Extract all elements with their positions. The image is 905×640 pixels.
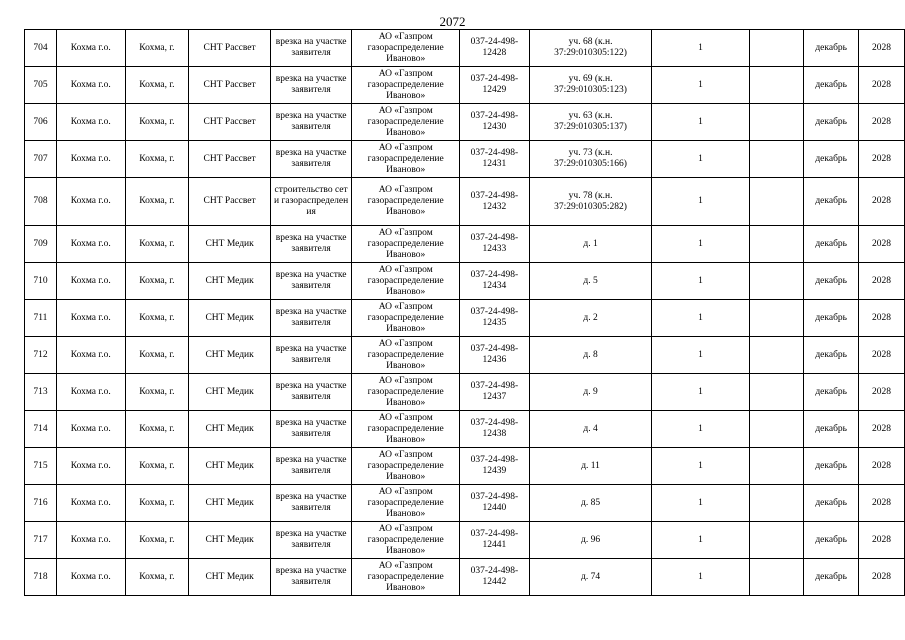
work-type-cell: врезка на участке заявителя xyxy=(270,522,351,559)
organization-cell: АО «Газпром газораспределение Иваново» xyxy=(352,263,460,300)
object-address-cell: д. 4 xyxy=(529,411,652,448)
month-cell: декабрь xyxy=(804,522,859,559)
request-number-cell: 037-24-498-12440 xyxy=(460,485,530,522)
quantity-cell: 1 xyxy=(652,141,749,178)
quantity-cell: 1 xyxy=(652,104,749,141)
city-cell: Кохма, г. xyxy=(125,559,189,596)
object-address-cell: д. 11 xyxy=(529,448,652,485)
request-number-cell: 037-24-498-12430 xyxy=(460,104,530,141)
month-cell: декабрь xyxy=(804,67,859,104)
table-row xyxy=(25,374,905,411)
row-number-cell: 714 xyxy=(25,411,57,448)
object-address-cell: уч. 68 (к.н. 37:29:010305:122) xyxy=(529,30,652,67)
work-type-cell: врезка на участке заявителя xyxy=(270,141,351,178)
year-cell: 2028 xyxy=(859,104,905,141)
year-cell: 2028 xyxy=(859,67,905,104)
quantity-cell: 1 xyxy=(652,559,749,596)
table-row xyxy=(25,226,905,263)
request-number-cell: 037-24-498-12432 xyxy=(460,178,530,226)
city-cell: Кохма, г. xyxy=(125,300,189,337)
organization-cell: АО «Газпром газораспределение Иваново» xyxy=(352,448,460,485)
object-address-cell: д. 74 xyxy=(529,559,652,596)
object-address-cell: д. 85 xyxy=(529,485,652,522)
month-cell: декабрь xyxy=(804,337,859,374)
blank-cell xyxy=(749,141,804,178)
object-address-cell: уч. 69 (к.н. 37:29:010305:123) xyxy=(529,67,652,104)
table-row xyxy=(25,485,905,522)
organization-cell: АО «Газпром газораспределение Иваново» xyxy=(352,374,460,411)
table-row xyxy=(25,522,905,559)
organization-cell: АО «Газпром газораспределение Иваново» xyxy=(352,411,460,448)
city-cell: Кохма, г. xyxy=(125,67,189,104)
row-number-cell: 716 xyxy=(25,485,57,522)
year-cell: 2028 xyxy=(859,448,905,485)
organization-cell: АО «Газпром газораспределение Иваново» xyxy=(352,300,460,337)
row-number-cell: 704 xyxy=(25,30,57,67)
district-cell: Кохма г.о. xyxy=(56,263,125,300)
district-cell: Кохма г.о. xyxy=(56,559,125,596)
row-number-cell: 715 xyxy=(25,448,57,485)
row-number-cell: 708 xyxy=(25,178,57,226)
district-cell: Кохма г.о. xyxy=(56,104,125,141)
settlement-cell: СНТ Рассвет xyxy=(189,141,271,178)
city-cell: Кохма, г. xyxy=(125,448,189,485)
settlement-cell: СНТ Рассвет xyxy=(189,67,271,104)
month-cell: декабрь xyxy=(804,559,859,596)
blank-cell xyxy=(749,374,804,411)
month-cell: декабрь xyxy=(804,300,859,337)
table-row xyxy=(25,141,905,178)
year-cell: 2028 xyxy=(859,337,905,374)
work-type-cell: врезка на участке заявителя xyxy=(270,448,351,485)
month-cell: декабрь xyxy=(804,104,859,141)
city-cell: Кохма, г. xyxy=(125,411,189,448)
organization-cell: АО «Газпром газораспределение Иваново» xyxy=(352,178,460,226)
year-cell: 2028 xyxy=(859,141,905,178)
object-address-cell: уч. 78 (к.н. 37:29:010305:282) xyxy=(529,178,652,226)
work-type-cell: врезка на участке заявителя xyxy=(270,337,351,374)
page-number: 2072 xyxy=(439,14,466,29)
district-cell: Кохма г.о. xyxy=(56,178,125,226)
request-number-cell: 037-24-498-12431 xyxy=(460,141,530,178)
city-cell: Кохма, г. xyxy=(125,30,189,67)
settlement-cell: СНТ Медик xyxy=(189,522,271,559)
request-number-cell: 037-24-498-12442 xyxy=(460,559,530,596)
organization-cell: АО «Газпром газораспределение Иваново» xyxy=(352,522,460,559)
row-number-cell: 713 xyxy=(25,374,57,411)
settlement-cell: СНТ Медик xyxy=(189,263,271,300)
district-cell: Кохма г.о. xyxy=(56,374,125,411)
request-number-cell: 037-24-498-12434 xyxy=(460,263,530,300)
district-cell: Кохма г.о. xyxy=(56,30,125,67)
request-number-cell: 037-24-498-12437 xyxy=(460,374,530,411)
organization-cell: АО «Газпром газораспределение Иваново» xyxy=(352,67,460,104)
year-cell: 2028 xyxy=(859,300,905,337)
row-number-cell: 711 xyxy=(25,300,57,337)
blank-cell xyxy=(749,178,804,226)
settlement-cell: СНТ Медик xyxy=(189,300,271,337)
object-address-cell: д. 96 xyxy=(529,522,652,559)
work-type-cell: врезка на участке заявителя xyxy=(270,300,351,337)
request-number-cell: 037-24-498-12441 xyxy=(460,522,530,559)
request-number-cell: 037-24-498-12435 xyxy=(460,300,530,337)
work-type-cell: врезка на участке заявителя xyxy=(270,485,351,522)
object-address-cell: д. 5 xyxy=(529,263,652,300)
table-row xyxy=(25,559,905,596)
request-number-cell: 037-24-498-12428 xyxy=(460,30,530,67)
blank-cell xyxy=(749,226,804,263)
quantity-cell: 1 xyxy=(652,448,749,485)
year-cell: 2028 xyxy=(859,411,905,448)
work-type-cell: врезка на участке заявителя xyxy=(270,104,351,141)
city-cell: Кохма, г. xyxy=(125,178,189,226)
settlement-cell: СНТ Рассвет xyxy=(189,30,271,67)
settlement-cell: СНТ Рассвет xyxy=(189,178,271,226)
table-row xyxy=(25,337,905,374)
row-number-cell: 712 xyxy=(25,337,57,374)
table-row xyxy=(25,104,905,141)
city-cell: Кохма, г. xyxy=(125,104,189,141)
year-cell: 2028 xyxy=(859,485,905,522)
settlement-cell: СНТ Медик xyxy=(189,226,271,263)
year-cell: 2028 xyxy=(859,522,905,559)
table-row xyxy=(25,30,905,67)
organization-cell: АО «Газпром газораспределение Иваново» xyxy=(352,559,460,596)
blank-cell xyxy=(749,263,804,300)
blank-cell xyxy=(749,448,804,485)
request-number-cell: 037-24-498-12438 xyxy=(460,411,530,448)
work-type-cell: врезка на участке заявителя xyxy=(270,411,351,448)
quantity-cell: 1 xyxy=(652,485,749,522)
row-number-cell: 705 xyxy=(25,67,57,104)
work-type-cell: врезка на участке заявителя xyxy=(270,67,351,104)
registry-table xyxy=(24,29,905,596)
request-number-cell: 037-24-498-12429 xyxy=(460,67,530,104)
blank-cell xyxy=(749,559,804,596)
blank-cell xyxy=(749,522,804,559)
month-cell: декабрь xyxy=(804,485,859,522)
year-cell: 2028 xyxy=(859,226,905,263)
table-row xyxy=(25,67,905,104)
month-cell: декабрь xyxy=(804,226,859,263)
row-number-cell: 717 xyxy=(25,522,57,559)
blank-cell xyxy=(749,485,804,522)
organization-cell: АО «Газпром газораспределение Иваново» xyxy=(352,485,460,522)
request-number-cell: 037-24-498-12439 xyxy=(460,448,530,485)
organization-cell: АО «Газпром газораспределение Иваново» xyxy=(352,30,460,67)
object-address-cell: д. 2 xyxy=(529,300,652,337)
row-number-cell: 707 xyxy=(25,141,57,178)
table-row xyxy=(25,300,905,337)
settlement-cell: СНТ Медик xyxy=(189,485,271,522)
work-type-cell: строительство сети газораспределения xyxy=(270,178,351,226)
year-cell: 2028 xyxy=(859,263,905,300)
district-cell: Кохма г.о. xyxy=(56,485,125,522)
blank-cell xyxy=(749,67,804,104)
table-row xyxy=(25,411,905,448)
city-cell: Кохма, г. xyxy=(125,374,189,411)
quantity-cell: 1 xyxy=(652,411,749,448)
work-type-cell: врезка на участке заявителя xyxy=(270,226,351,263)
blank-cell xyxy=(749,104,804,141)
month-cell: декабрь xyxy=(804,30,859,67)
quantity-cell: 1 xyxy=(652,67,749,104)
object-address-cell: уч. 63 (к.н. 37:29:010305:137) xyxy=(529,104,652,141)
settlement-cell: СНТ Медик xyxy=(189,559,271,596)
city-cell: Кохма, г. xyxy=(125,141,189,178)
table-row xyxy=(25,448,905,485)
object-address-cell: д. 8 xyxy=(529,337,652,374)
table-row xyxy=(25,178,905,226)
settlement-cell: СНТ Медик xyxy=(189,411,271,448)
object-address-cell: д. 1 xyxy=(529,226,652,263)
object-address-cell: д. 9 xyxy=(529,374,652,411)
work-type-cell: врезка на участке заявителя xyxy=(270,263,351,300)
organization-cell: АО «Газпром газораспределение Иваново» xyxy=(352,226,460,263)
district-cell: Кохма г.о. xyxy=(56,67,125,104)
quantity-cell: 1 xyxy=(652,263,749,300)
quantity-cell: 1 xyxy=(652,300,749,337)
city-cell: Кохма, г. xyxy=(125,485,189,522)
table-row xyxy=(25,263,905,300)
blank-cell xyxy=(749,30,804,67)
organization-cell: АО «Газпром газораспределение Иваново» xyxy=(352,104,460,141)
organization-cell: АО «Газпром газораспределение Иваново» xyxy=(352,141,460,178)
month-cell: декабрь xyxy=(804,141,859,178)
blank-cell xyxy=(749,337,804,374)
row-number-cell: 709 xyxy=(25,226,57,263)
district-cell: Кохма г.о. xyxy=(56,141,125,178)
object-address-cell: уч. 73 (к.н. 37:29:010305:166) xyxy=(529,141,652,178)
year-cell: 2028 xyxy=(859,374,905,411)
district-cell: Кохма г.о. xyxy=(56,337,125,374)
month-cell: декабрь xyxy=(804,448,859,485)
row-number-cell: 706 xyxy=(25,104,57,141)
quantity-cell: 1 xyxy=(652,226,749,263)
request-number-cell: 037-24-498-12436 xyxy=(460,337,530,374)
month-cell: декабрь xyxy=(804,178,859,226)
quantity-cell: 1 xyxy=(652,374,749,411)
settlement-cell: СНТ Рассвет xyxy=(189,104,271,141)
blank-cell xyxy=(749,411,804,448)
row-number-cell: 718 xyxy=(25,559,57,596)
city-cell: Кохма, г. xyxy=(125,226,189,263)
month-cell: декабрь xyxy=(804,374,859,411)
district-cell: Кохма г.о. xyxy=(56,300,125,337)
quantity-cell: 1 xyxy=(652,337,749,374)
table-body xyxy=(25,30,905,596)
settlement-cell: СНТ Медик xyxy=(189,337,271,374)
year-cell: 2028 xyxy=(859,178,905,226)
work-type-cell: врезка на участке заявителя xyxy=(270,30,351,67)
city-cell: Кохма, г. xyxy=(125,263,189,300)
year-cell: 2028 xyxy=(859,559,905,596)
organization-cell: АО «Газпром газораспределение Иваново» xyxy=(352,337,460,374)
work-type-cell: врезка на участке заявителя xyxy=(270,559,351,596)
quantity-cell: 1 xyxy=(652,522,749,559)
blank-cell xyxy=(749,300,804,337)
year-cell: 2028 xyxy=(859,30,905,67)
month-cell: декабрь xyxy=(804,411,859,448)
request-number-cell: 037-24-498-12433 xyxy=(460,226,530,263)
settlement-cell: СНТ Медик xyxy=(189,448,271,485)
work-type-cell: врезка на участке заявителя xyxy=(270,374,351,411)
district-cell: Кохма г.о. xyxy=(56,522,125,559)
settlement-cell: СНТ Медик xyxy=(189,374,271,411)
quantity-cell: 1 xyxy=(652,178,749,226)
month-cell: декабрь xyxy=(804,263,859,300)
city-cell: Кохма, г. xyxy=(125,522,189,559)
district-cell: Кохма г.о. xyxy=(56,411,125,448)
row-number-cell: 710 xyxy=(25,263,57,300)
district-cell: Кохма г.о. xyxy=(56,226,125,263)
city-cell: Кохма, г. xyxy=(125,337,189,374)
district-cell: Кохма г.о. xyxy=(56,448,125,485)
quantity-cell: 1 xyxy=(652,30,749,67)
